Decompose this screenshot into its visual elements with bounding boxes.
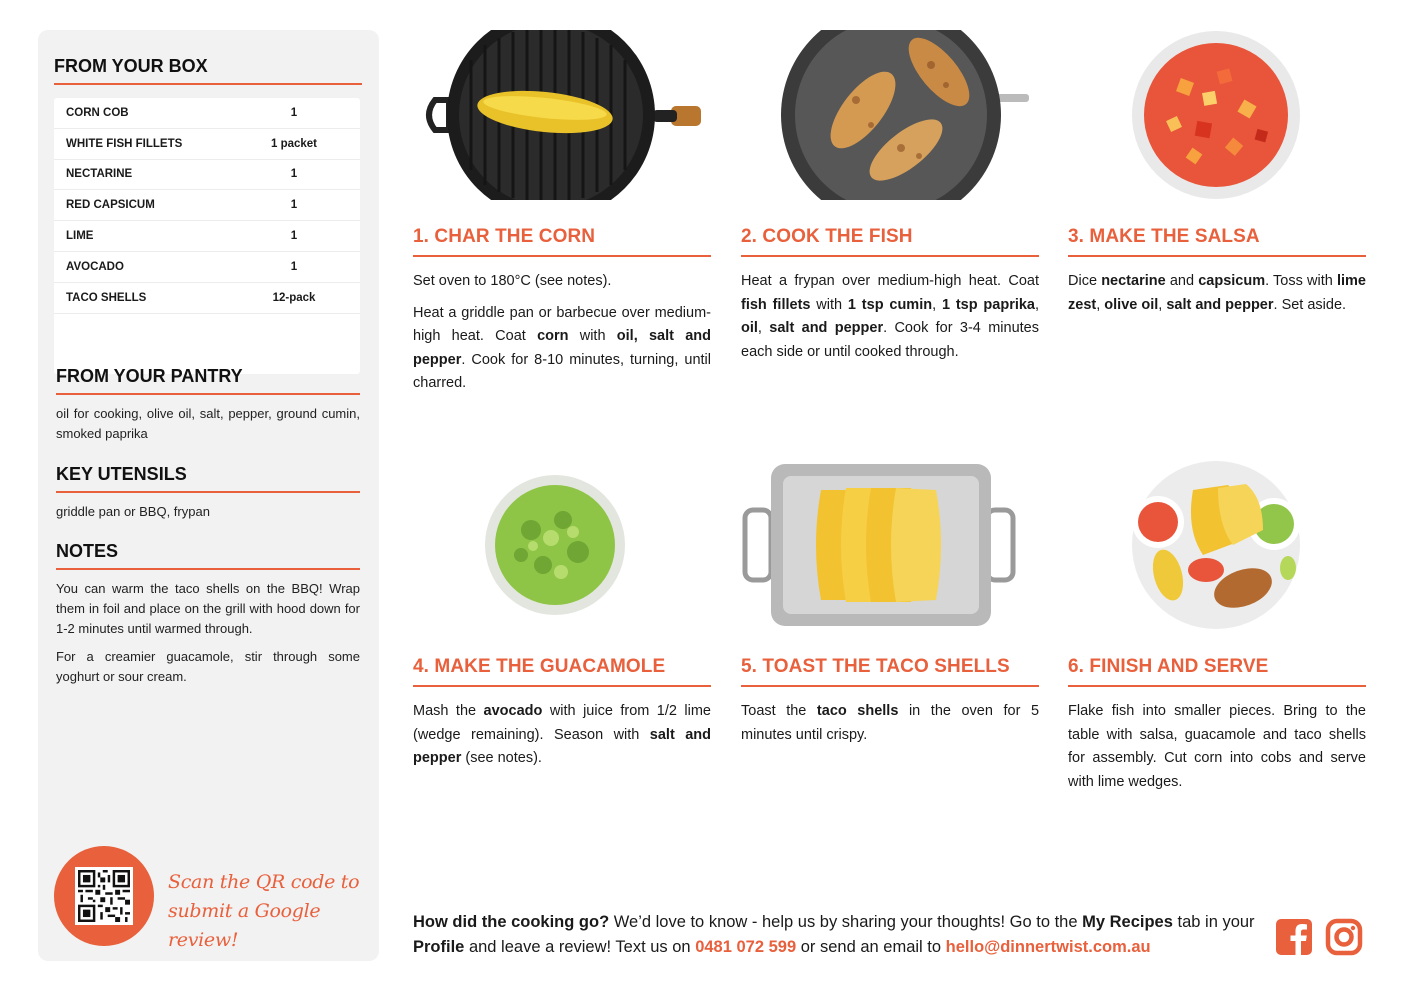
step-1-title: 1. CHAR THE CORN xyxy=(413,226,711,257)
ingredient-qty: 1 xyxy=(290,199,298,212)
step-2-paragraph-1: Heat a frypan over medium-high heat. Coat fish fillets with 1 tsp cumin, 1 tsp paprika, oil, salt and pepper. Cook for 3-4 minutes each side or until cooked through. xyxy=(741,273,1040,360)
review-footer: How did the cooking go? We’d love to know - help us by sharing your thoughts! Go to the My Recipes tab in your Profile and leave a review! Text us on 0481 072 599 or send an email to hello@dinnertwist.com.au xyxy=(413,913,1255,956)
utensils-text: griddle pan or BBQ, frypan xyxy=(56,504,210,519)
ingredient-row xyxy=(54,221,360,252)
ingredient-qty: 12-pack xyxy=(272,291,316,304)
step-5-paragraph-1: Toast the taco shells in the oven for 5 minutes until crispy. xyxy=(741,703,1040,743)
notes-paragraph-1: You can warm the taco shells on the BBQ! Wrap them in foil and place on the grill with hood down for 1-2 minutes until warmed through. xyxy=(56,581,360,636)
ingredient-name: TACO SHELLS xyxy=(66,291,147,304)
ingredient-qty: 1 packet xyxy=(270,137,318,150)
step-5-text xyxy=(741,700,1039,747)
step-2-text xyxy=(741,270,1039,364)
step-3 xyxy=(1068,30,1366,317)
phone-link[interactable]: 0481 072 599 xyxy=(695,938,797,956)
qr-review-caption xyxy=(168,868,379,955)
utensils-heading: KEY UTENSILS xyxy=(56,464,360,493)
taco-tray-image xyxy=(741,460,1039,630)
ingredient-qty: 1 xyxy=(290,260,298,273)
guacamole-bowl-image xyxy=(413,460,711,630)
salsa-bowl-image xyxy=(1068,30,1366,200)
step-2 xyxy=(741,30,1039,364)
step-4-title: 4. MAKE THE GUACAMOLE xyxy=(413,656,711,687)
griddle-corn-image xyxy=(413,30,711,200)
step-5 xyxy=(741,460,1039,747)
notes-paragraph-2: For a creamier guacamole, stir through some yoghurt or sour cream. xyxy=(56,649,360,684)
step-6-text xyxy=(1068,700,1366,794)
ingredient-qty: 1 xyxy=(290,230,298,243)
ingredient-row xyxy=(54,98,360,129)
ingredient-name: NECTARINE xyxy=(66,168,133,181)
sidebar-panel xyxy=(38,30,379,961)
instagram-icon[interactable] xyxy=(1325,918,1363,956)
facebook-icon[interactable] xyxy=(1275,918,1313,956)
pantry-section xyxy=(56,366,360,444)
pantry-heading: FROM YOUR PANTRY xyxy=(56,366,360,395)
qr-code-icon[interactable] xyxy=(75,867,133,925)
step-6-paragraph-1: Flake fish into smaller pieces. Bring to the table with salsa, guacamole and taco shells for assembly. Cut corn into cobs and serve with lime wedges. xyxy=(1068,703,1366,790)
step-5-title: 5. TOAST THE TACO SHELLS xyxy=(741,656,1039,687)
ingredient-qty: 1 xyxy=(290,106,298,119)
step-1-text xyxy=(413,270,711,396)
ingredients-table xyxy=(54,98,360,374)
step-1-paragraph-1: Set oven to 180°C (see notes). xyxy=(413,273,612,289)
utensils-section xyxy=(56,464,360,522)
served-plate-image xyxy=(1068,460,1366,630)
step-3-title: 3. MAKE THE SALSA xyxy=(1068,226,1366,257)
ingredient-row xyxy=(54,129,360,160)
ingredient-name: RED CAPSICUM xyxy=(66,199,155,212)
step-1 xyxy=(413,30,711,396)
ingredient-row xyxy=(54,283,360,314)
ingredient-qty: 1 xyxy=(290,168,298,181)
step-2-title: 2. COOK THE FISH xyxy=(741,226,1039,257)
notes-text xyxy=(56,579,360,687)
qr-caption-line-2: submit a Google review! xyxy=(168,900,321,951)
qr-badge[interactable] xyxy=(54,846,154,946)
from-your-box-heading: FROM YOUR BOX xyxy=(54,56,362,85)
step-3-paragraph-1: Dice nectarine and capsicum. Toss with lime zest, olive oil, salt and pepper. Set aside. xyxy=(1068,273,1366,313)
qr-caption-line-1: Scan the QR code to xyxy=(168,871,360,893)
frypan-fish-image xyxy=(741,30,1039,200)
step-1-paragraph-2: Heat a griddle pan or barbecue over medium-high heat. Coat corn with oil, salt and pepper. Cook for 8-10 minutes, turning, until charred. xyxy=(413,304,711,391)
step-3-text xyxy=(1068,270,1366,317)
step-6 xyxy=(1068,460,1366,794)
email-link[interactable]: hello@dinnertwist.com.au xyxy=(945,938,1151,956)
notes-heading: NOTES xyxy=(56,541,360,570)
ingredient-name: WHITE FISH FILLETS xyxy=(66,137,183,150)
step-6-title: 6. FINISH AND SERVE xyxy=(1068,656,1366,687)
ingredient-row xyxy=(54,160,360,191)
notes-section xyxy=(56,541,360,687)
step-4-paragraph-1: Mash the avocado with juice from 1/2 lime (wedge remaining). Season with salt and pepper (see notes). xyxy=(413,703,711,766)
ingredient-name: LIME xyxy=(66,230,94,243)
step-4 xyxy=(413,460,711,771)
pantry-text: oil for cooking, olive oil, salt, pepper, ground cumin, smoked paprika xyxy=(56,406,360,441)
ingredient-name: CORN COB xyxy=(66,106,129,119)
ingredient-row xyxy=(54,252,360,283)
footer-question: How did the cooking go? xyxy=(413,913,610,931)
ingredient-row xyxy=(54,190,360,221)
ingredient-name: AVOCADO xyxy=(66,260,124,273)
step-4-text xyxy=(413,700,711,771)
